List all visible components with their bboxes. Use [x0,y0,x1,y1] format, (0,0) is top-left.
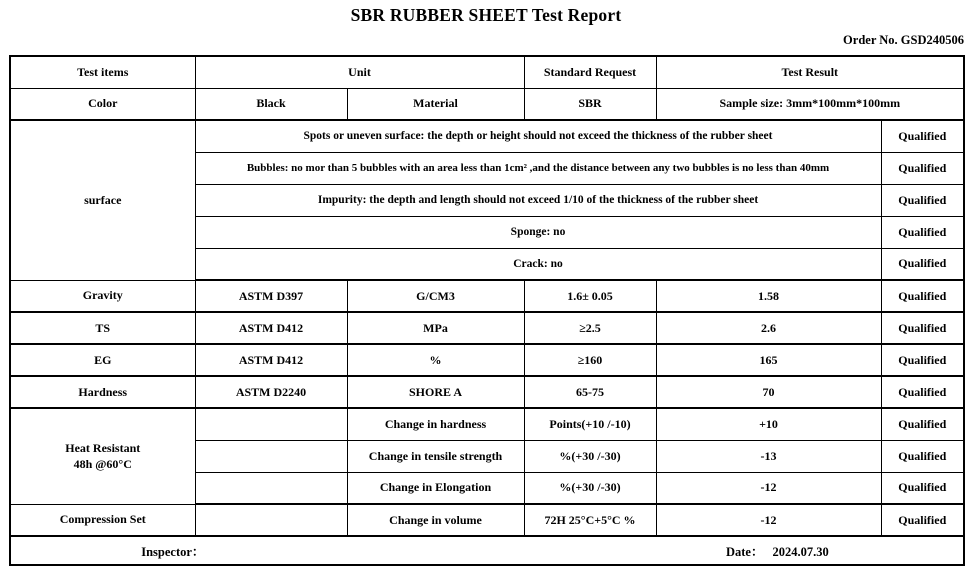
heat-status-elongation: Qualified [881,472,964,504]
material-value: SBR [524,88,656,120]
compression-test: Change in volume [347,504,524,536]
table-row-ts [10,312,964,344]
standard-ts: ≥2.5 [524,312,656,344]
heat-result-tensile: -13 [656,440,881,472]
surface-sponge-desc: Sponge: no [195,216,881,248]
inspector-label: Inspector： [141,544,205,559]
heat-resistant-label [10,408,195,504]
date-field [726,542,829,560]
table-row-compression-set [10,504,964,536]
status-bubbles: Qualified [881,152,964,184]
heat-standard-tensile: %(+30 /-30) [524,440,656,472]
table-row-gravity [10,280,964,312]
status-gravity: Qualified [881,280,964,312]
header-test-result: Test Result [656,56,964,88]
heat-status-hardness: Qualified [881,408,964,440]
unit-eg: % [347,344,524,376]
surface-impurity-desc: Impurity: the depth and length should not exceed 1/10 of the thickness of the rubber sheet [195,184,881,216]
empty-cell [195,472,347,504]
heat-status-tensile: Qualified [881,440,964,472]
date-label: Date： [725,544,764,559]
heat-standard-elongation: %(+30 /-30) [524,472,656,504]
method-gravity: ASTM D397 [195,280,347,312]
heat-result-hardness: +10 [656,408,881,440]
compression-status: Qualified [881,504,964,536]
header-standard-request: Standard Request [524,56,656,88]
status-ts: Qualified [881,312,964,344]
item-hardness: Hardness [10,376,195,408]
empty-cell [195,408,347,440]
table-row-hardness [10,376,964,408]
surface-spots-desc: Spots or uneven surface: the depth or height should not exceed the thickness of the rubber sheet [195,120,881,152]
signature-row [10,536,964,565]
compression-standard: 72H 25°C+5°C % [524,504,656,536]
header-test-items: Test items [10,56,195,88]
result-ts: 2.6 [656,312,881,344]
color-row [10,88,964,120]
method-eg: ASTM D412 [195,344,347,376]
order-number: Order No. GSD240506 [843,33,964,47]
status-sponge: Qualified [881,216,964,248]
item-compression-set: Compression Set [10,504,195,536]
unit-ts: MPa [347,312,524,344]
heat-test-tensile: Change in tensile strength [347,440,524,472]
test-report-table [9,55,965,566]
signature-cell [10,536,964,565]
heat-standard-hardness: Points(+10 /-10) [524,408,656,440]
table-header-row [10,56,964,88]
status-crack: Qualified [881,248,964,280]
empty-cell [195,440,347,472]
status-eg: Qualified [881,344,964,376]
unit-gravity: G/CM3 [347,280,524,312]
status-impurity: Qualified [881,184,964,216]
color-label: Color [10,88,195,120]
surface-row-spots [10,120,964,152]
heat-test-elongation: Change in Elongation [347,472,524,504]
heat-test-hardness: Change in hardness [347,408,524,440]
page-title: SBR RUBBER SHEET Test Report [350,5,622,25]
standard-hardness: 65-75 [524,376,656,408]
result-hardness: 70 [656,376,881,408]
heat-resistant-label-line1: Heat Resistant [65,441,141,456]
method-hardness: ASTM D2240 [195,376,347,408]
item-gravity: Gravity [10,280,195,312]
item-ts: TS [10,312,195,344]
surface-label: surface [10,120,195,280]
sample-size: Sample size: 3mm*100mm*100mm [656,88,964,120]
compression-result: -12 [656,504,881,536]
date-value: 2024.07.30 [772,544,829,559]
heat-result-elongation: -12 [656,472,881,504]
item-eg: EG [10,344,195,376]
surface-crack-desc: Crack: no [195,248,881,280]
empty-cell [195,504,347,536]
color-value: Black [195,88,347,120]
standard-eg: ≥160 [524,344,656,376]
header-unit: Unit [195,56,524,88]
result-eg: 165 [656,344,881,376]
method-ts: ASTM D412 [195,312,347,344]
table-row-eg [10,344,964,376]
heat-resistant-label-line2: 48h @60°C [73,457,132,472]
surface-bubbles-desc: Bubbles: no mor than 5 bubbles with an area less than 1cm² ,and the distance between any two bubbles is no less than 40mm [195,152,881,184]
material-label: Material [347,88,524,120]
result-gravity: 1.58 [656,280,881,312]
unit-hardness: SHORE A [347,376,524,408]
status-hardness: Qualified [881,376,964,408]
status-spots: Qualified [881,120,964,152]
standard-gravity: 1.6± 0.05 [524,280,656,312]
heat-row-hardness-change [10,408,964,440]
